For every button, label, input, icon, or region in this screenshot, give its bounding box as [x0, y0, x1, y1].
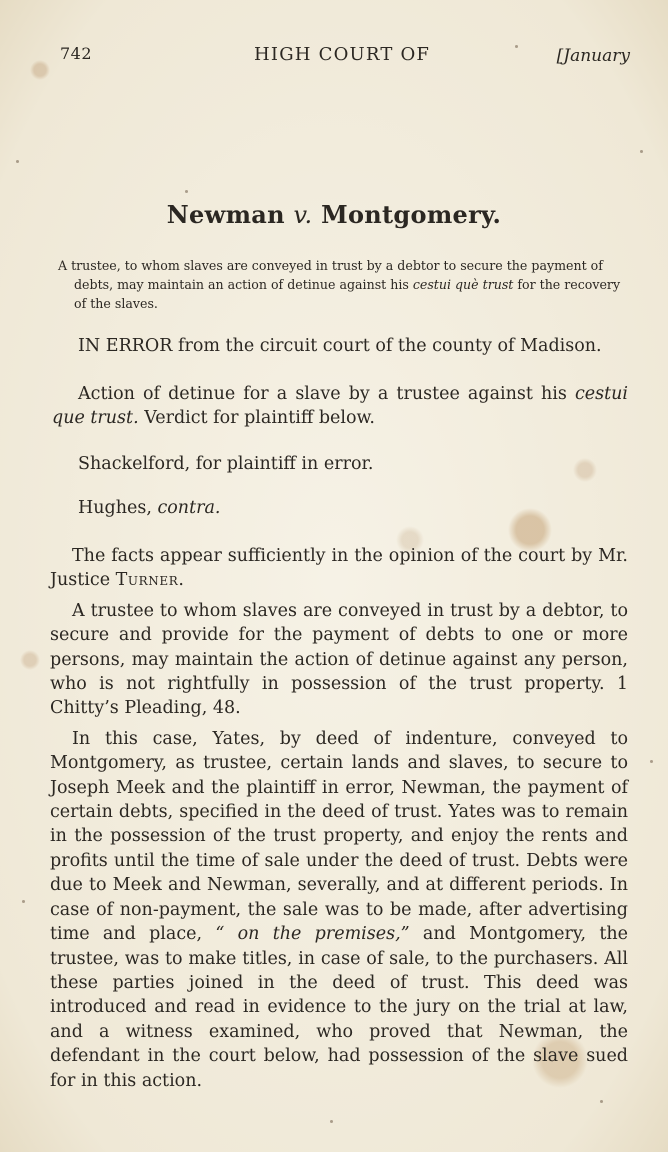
facts-paragraph — [50, 544, 628, 593]
action-verdict: Verdict for plaintiff below. — [138, 408, 375, 429]
headnote-line-2-post: for the recovery — [513, 277, 621, 292]
foxing-spot — [515, 45, 518, 48]
headnote-line-1: A trustee, to whom slaves are conveyed in trust by a debtor to secure the payment of — [58, 258, 603, 273]
action-paragraph — [52, 382, 628, 431]
headnote-continuation — [58, 275, 638, 313]
party-b: Montgomery. — [321, 200, 502, 229]
foxing-spot — [330, 1120, 333, 1123]
headnote — [58, 256, 638, 313]
rule-paragraph: A trustee to whom slaves are conveyed in trust by a debtor, to secure and provide for the payment of debts to one or more persons, may maintain the action of detinue against any person, who is not rightfully in possession of the trust property. 1 Chitty’s Pleading, 48. — [50, 600, 628, 719]
running-head: HIGH COURT OF — [254, 44, 431, 65]
counsel-defendant-name: Hughes, — [78, 498, 158, 518]
facts-end: . — [178, 570, 184, 591]
running-date: [January — [556, 46, 630, 66]
counsel-plaintiff: Shackelford, for plaintiff in error. — [78, 454, 374, 474]
in-error-paragraph: IN ERROR from the circuit court of the county of Madison. — [78, 336, 602, 356]
versus: v. — [293, 201, 313, 229]
opinion — [50, 544, 628, 1099]
headnote-line-2-pre: debts, may maintain an action of detinue against his — [74, 277, 413, 292]
headnote-cestui: cestui què trust — [412, 277, 514, 292]
foxing-spot — [650, 760, 653, 763]
action-text: Action of detinue for a slave by a trustee against his — [78, 384, 575, 404]
action-cestui: cestui que trust. — [52, 384, 628, 429]
facts-text: The facts appear sufficiently in the opinion of the court by Mr. Justice — [50, 546, 628, 591]
page-header — [0, 42, 668, 72]
headnote-line-3: of the slaves. — [74, 296, 158, 311]
body-text-end: and Montgomery, the trustee, was to make titles, in case of sale, to the purchasers. All these parties joined in the deed of trust. This deed was introduced and read in evidence to the jury on the trial at law, and a witness examined, who proved that Newman, the defendant in the court below, had possession of the slave sued for in this action. — [50, 924, 628, 1091]
foxing-spot — [22, 900, 25, 903]
foxing-spot — [600, 1100, 603, 1103]
body-paragraph — [50, 727, 628, 1093]
counsel-defendant — [52, 496, 628, 520]
foxing-spot — [16, 160, 19, 163]
body-text: In this case, Yates, by deed of indenture, conveyed to Montgomery, as trustee, certain lands and slaves, to secure to Joseph Meek and the plaintiff in error, Newman, the payment of certain debts, specified in the deed of trust. Yates was to remain in the possession of the trust property, and enjoy the rents and profits until the time of sale under the deed of trust. Debts were due to Meek and Newman, severally, and at different periods. In case of non-payment, the sale was to be made, after advertising time and place, — [50, 728, 628, 945]
party-a: Newman — [166, 200, 285, 229]
page-number: 742 — [60, 44, 93, 63]
foxing-spot — [185, 190, 188, 193]
counsel-contra: contra. — [157, 498, 221, 518]
foxing-spot — [640, 150, 643, 153]
body-quote: “ on the premises,” — [215, 924, 410, 945]
case-title — [0, 200, 668, 229]
facts-judge: Turner — [115, 570, 179, 591]
